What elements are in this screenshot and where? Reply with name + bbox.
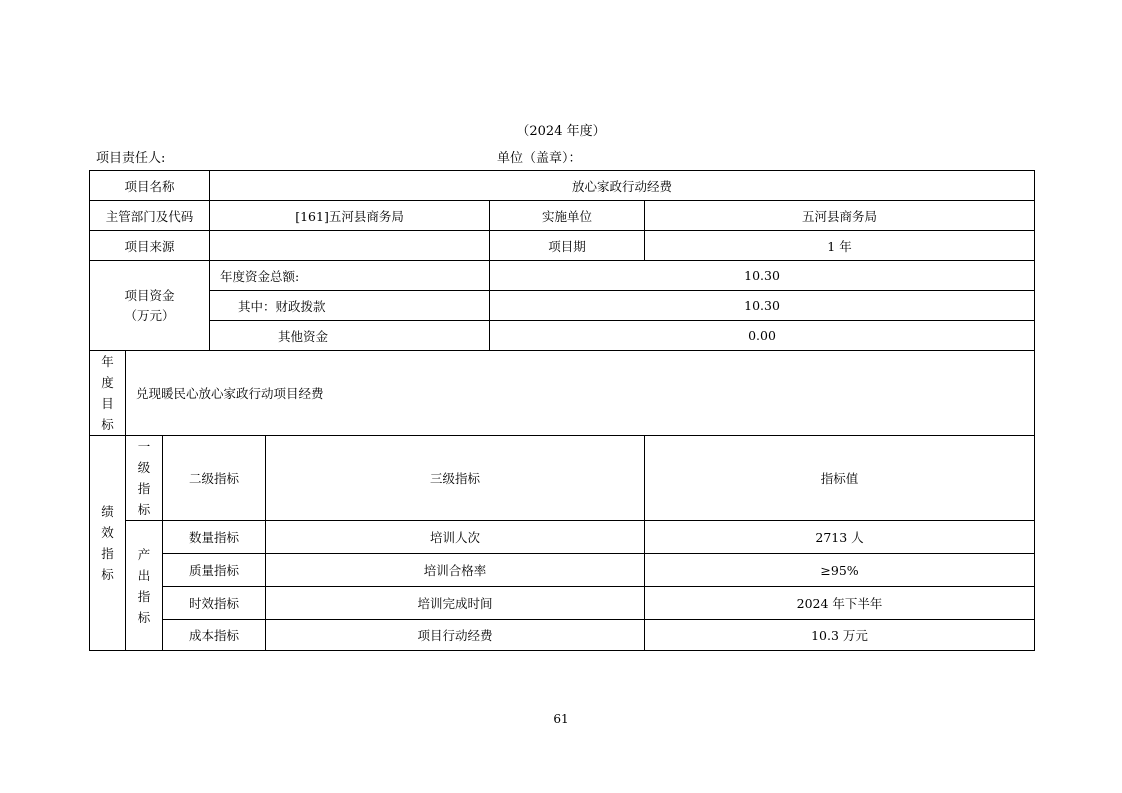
- project-period-label: 项目期: [490, 231, 645, 261]
- project-funds-label: [90, 261, 210, 351]
- table-row: [90, 620, 1035, 651]
- level2-indicator: 质量指标: [163, 554, 266, 587]
- level3-indicator: 培训人次: [266, 521, 645, 554]
- project-name-label: 项目名称: [90, 171, 210, 201]
- level3-indicator-header: 三级指标: [266, 436, 645, 521]
- department-label: 主管部门及代码: [90, 201, 210, 231]
- annual-goal-label: 年 度 目 标: [90, 351, 126, 436]
- table-row: [90, 554, 1035, 587]
- annual-goal-value: 兑现暖民心放心家政行动项目经费: [126, 351, 1035, 436]
- indicator-value: 10.3 万元: [645, 620, 1035, 651]
- department-value: [161]五河县商务局: [210, 201, 490, 231]
- funds-other-row: [90, 321, 1035, 351]
- implementing-unit-label: 实施单位: [490, 201, 645, 231]
- annual-total-label: 年度资金总额:: [210, 261, 490, 291]
- fiscal-allocation-label: 其中：财政拨款: [210, 291, 490, 321]
- level3-indicator: 培训完成时间: [266, 587, 645, 620]
- indicator-header-row: [90, 436, 1035, 521]
- level2-indicator: 时效指标: [163, 587, 266, 620]
- performance-indicator-label: 绩 效 指 标: [90, 436, 126, 651]
- project-funds-label-line1: 项目资金: [124, 287, 175, 303]
- level2-indicator: 成本指标: [163, 620, 266, 651]
- report-year: （2024 年度）: [516, 124, 606, 139]
- page-number: 61: [553, 712, 569, 726]
- annual-total-value: 10.30: [490, 261, 1035, 291]
- project-period-value: 1 年: [645, 231, 1035, 261]
- responsible-person-label: 项目责任人:: [96, 151, 166, 166]
- level3-indicator: 项目行动经费: [266, 620, 645, 651]
- indicator-value-header: 指标值: [645, 436, 1035, 521]
- table-row: [90, 587, 1035, 620]
- other-funds-label: 其他资金: [210, 321, 490, 351]
- level3-indicator: 培训合格率: [266, 554, 645, 587]
- indicator-value: 2713 人: [645, 521, 1035, 554]
- performance-target-table: [89, 170, 1035, 651]
- department-row: [90, 201, 1035, 231]
- fiscal-allocation-value: 10.30: [490, 291, 1035, 321]
- funds-fiscal-row: [90, 291, 1035, 321]
- source-row: [90, 231, 1035, 261]
- annual-goal-row: [90, 351, 1035, 436]
- level2-indicator-header: 二级指标: [163, 436, 266, 521]
- project-source-label: 项目来源: [90, 231, 210, 261]
- table-row: [90, 521, 1035, 554]
- unit-seal-label: 单位（盖章）：: [497, 151, 582, 166]
- project-funds-label-line2: （万元）: [124, 307, 175, 323]
- project-source-value: [210, 231, 490, 261]
- output-indicator-label: 产 出 指 标: [126, 521, 163, 651]
- funds-total-row: [90, 261, 1035, 291]
- project-name-row: [90, 171, 1035, 201]
- implementing-unit-value: 五河县商务局: [645, 201, 1035, 231]
- project-name-value: 放心家政行动经费: [210, 171, 1035, 201]
- level1-indicator-header: 一 级 指 标: [126, 436, 163, 521]
- indicator-value: ≥95%: [645, 554, 1035, 587]
- other-funds-value: 0.00: [490, 321, 1035, 351]
- indicator-value: 2024 年下半年: [645, 587, 1035, 620]
- level2-indicator: 数量指标: [163, 521, 266, 554]
